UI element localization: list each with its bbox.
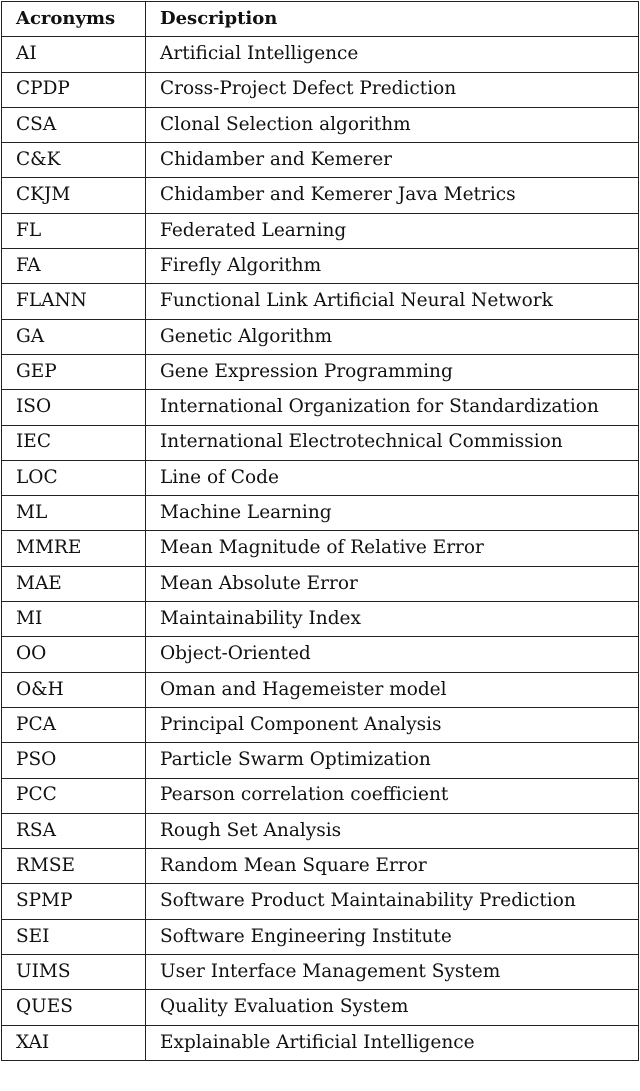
- description-cell: Gene Expression Programming: [146, 354, 639, 389]
- table-body: [2, 37, 639, 1061]
- acronym-cell: ML: [2, 496, 146, 531]
- description-cell: Chidamber and Kemerer: [146, 143, 639, 178]
- acronym-cell: FA: [2, 249, 146, 284]
- acronym-cell: GA: [2, 319, 146, 354]
- description-cell: Functional Link Artificial Neural Network: [146, 284, 639, 319]
- acronym-cell: GEP: [2, 354, 146, 389]
- table-row: [2, 849, 639, 884]
- description-cell: Artificial Intelligence: [146, 37, 639, 72]
- description-cell: International Organization for Standardization: [146, 390, 639, 425]
- acronym-cell: MAE: [2, 566, 146, 601]
- table-row: [2, 178, 639, 213]
- table-row: [2, 425, 639, 460]
- description-cell: Mean Absolute Error: [146, 566, 639, 601]
- table-row: [2, 919, 639, 954]
- table-row: [2, 496, 639, 531]
- table-row: [2, 602, 639, 637]
- acronym-cell: CPDP: [2, 72, 146, 107]
- description-cell: International Electrotechnical Commission: [146, 425, 639, 460]
- description-cell: Machine Learning: [146, 496, 639, 531]
- table-row: [2, 778, 639, 813]
- description-cell: Firefly Algorithm: [146, 249, 639, 284]
- description-cell: Explainable Artificial Intelligence: [146, 1025, 639, 1060]
- header-acronyms: Acronyms: [2, 2, 146, 37]
- description-cell: Chidamber and Kemerer Java Metrics: [146, 178, 639, 213]
- description-cell: Particle Swarm Optimization: [146, 743, 639, 778]
- table-row: [2, 460, 639, 495]
- table-row: [2, 72, 639, 107]
- description-cell: Software Product Maintainability Prediction: [146, 884, 639, 919]
- table-row: [2, 249, 639, 284]
- description-cell: Federated Learning: [146, 213, 639, 248]
- table-row: [2, 566, 639, 601]
- acronym-cell: QUES: [2, 990, 146, 1025]
- description-cell: Oman and Hagemeister model: [146, 672, 639, 707]
- acronym-cell: PCA: [2, 707, 146, 742]
- description-cell: Rough Set Analysis: [146, 813, 639, 848]
- acronym-cell: LOC: [2, 460, 146, 495]
- table-header-row: [2, 2, 639, 37]
- description-cell: Line of Code: [146, 460, 639, 495]
- acronym-cell: SPMP: [2, 884, 146, 919]
- acronym-cell: MMRE: [2, 531, 146, 566]
- acronym-cell: ISO: [2, 390, 146, 425]
- table-row: [2, 1025, 639, 1060]
- acronym-cell: XAI: [2, 1025, 146, 1060]
- table-row: [2, 813, 639, 848]
- table-row: [2, 990, 639, 1025]
- description-cell: Software Engineering Institute: [146, 919, 639, 954]
- table-row: [2, 955, 639, 990]
- acronym-cell: RMSE: [2, 849, 146, 884]
- description-cell: Mean Magnitude of Relative Error: [146, 531, 639, 566]
- table-row: [2, 743, 639, 778]
- table-row: [2, 637, 639, 672]
- table-row: [2, 319, 639, 354]
- table-row: [2, 354, 639, 389]
- acronym-cell: PCC: [2, 778, 146, 813]
- acronym-cell: FL: [2, 213, 146, 248]
- table-row: [2, 531, 639, 566]
- acronym-cell: PSO: [2, 743, 146, 778]
- description-cell: Principal Component Analysis: [146, 707, 639, 742]
- acronym-cell: O&H: [2, 672, 146, 707]
- acronym-cell: FLANN: [2, 284, 146, 319]
- description-cell: Object-Oriented: [146, 637, 639, 672]
- description-cell: User Interface Management System: [146, 955, 639, 990]
- table-row: [2, 284, 639, 319]
- acronym-cell: SEI: [2, 919, 146, 954]
- header-description: Description: [146, 2, 639, 37]
- table-row: [2, 884, 639, 919]
- acronyms-table: [1, 1, 639, 1061]
- acronym-cell: RSA: [2, 813, 146, 848]
- table-row: [2, 672, 639, 707]
- acronym-cell: C&K: [2, 143, 146, 178]
- acronym-cell: CKJM: [2, 178, 146, 213]
- table-row: [2, 107, 639, 142]
- table-row: [2, 390, 639, 425]
- table-row: [2, 143, 639, 178]
- description-cell: Clonal Selection algorithm: [146, 107, 639, 142]
- description-cell: Random Mean Square Error: [146, 849, 639, 884]
- description-cell: Quality Evaluation System: [146, 990, 639, 1025]
- table-row: [2, 707, 639, 742]
- description-cell: Genetic Algorithm: [146, 319, 639, 354]
- table-row: [2, 213, 639, 248]
- description-cell: Pearson correlation coefficient: [146, 778, 639, 813]
- acronym-cell: IEC: [2, 425, 146, 460]
- description-cell: Maintainability Index: [146, 602, 639, 637]
- acronym-cell: MI: [2, 602, 146, 637]
- table-row: [2, 37, 639, 72]
- acronym-cell: UIMS: [2, 955, 146, 990]
- acronym-cell: CSA: [2, 107, 146, 142]
- acronym-cell: OO: [2, 637, 146, 672]
- description-cell: Cross-Project Defect Prediction: [146, 72, 639, 107]
- acronym-cell: AI: [2, 37, 146, 72]
